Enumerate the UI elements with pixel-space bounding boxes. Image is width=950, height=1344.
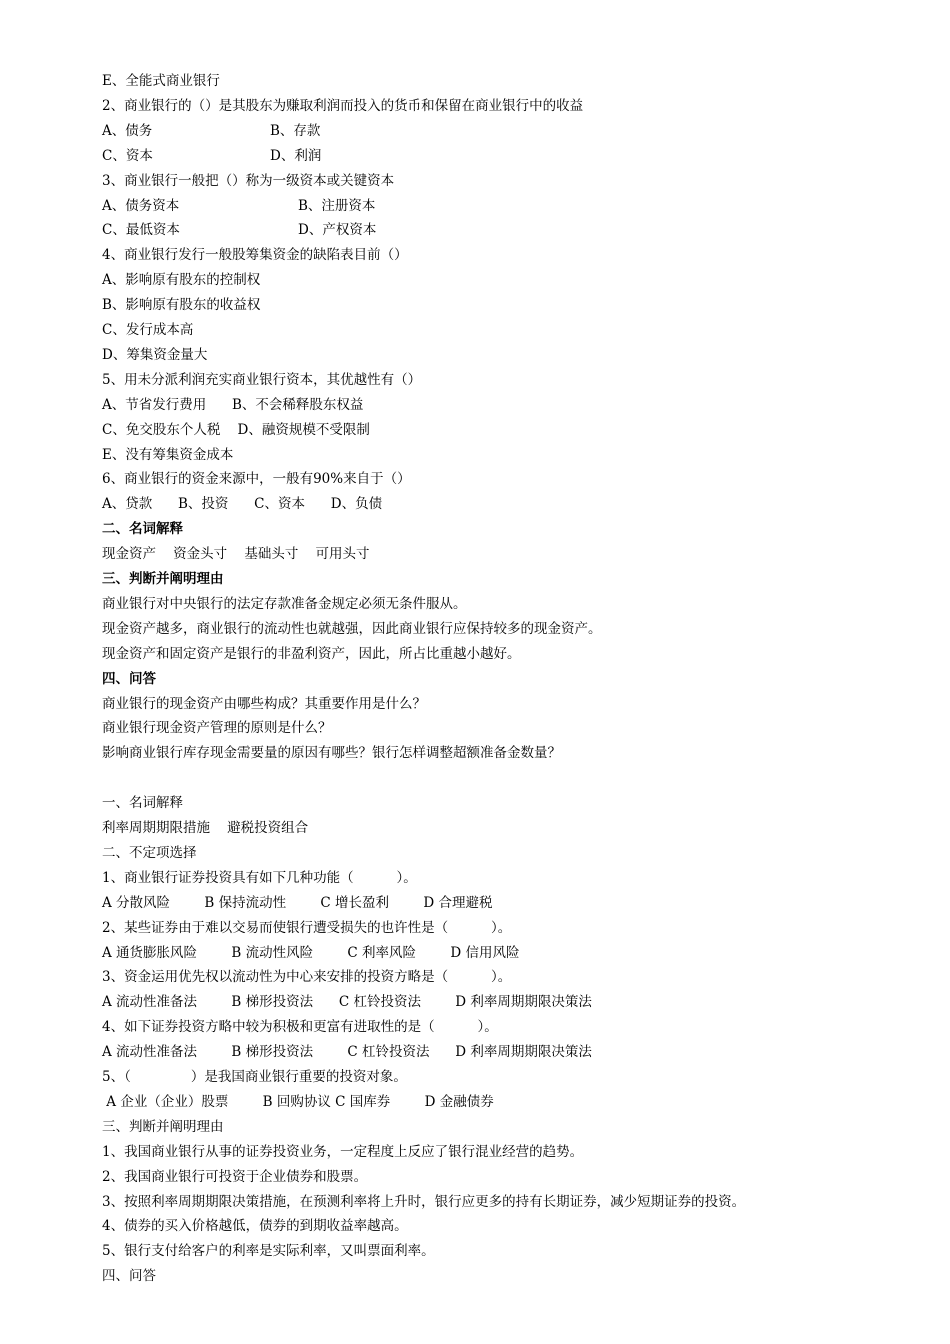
text-line: 一、名词解释	[102, 795, 183, 812]
text-line: 2、商业银行的（）是其股东为赚取利润而投入的货币和保留在商业银行中的收益	[102, 97, 584, 114]
text-line: 5、用未分派利润充实商业银行资本，其优越性有（）	[102, 371, 422, 388]
text-line: 商业银行对中央银行的法定存款准备金规定必须无条件服从。	[102, 595, 467, 612]
text-line: 现金资产越多，商业银行的流动性也就越强，因此商业银行应保持较多的现金资产。	[102, 620, 602, 637]
text-line: A 流动性准备法 B 梯形投资法 C 杠铃投资法 D 利率周期期限决策法	[102, 1044, 592, 1061]
text-line: 影响商业银行库存现金需要量的原因有哪些？银行怎样调整超额准备金数量？	[102, 745, 561, 762]
text-line: 4、如下证券投资方略中较为积极和更富有进取性的是（ ）。	[102, 1019, 498, 1036]
text-line: A 分散风险 B 保持流动性 C 增长盈利 D 合理避税	[102, 894, 493, 911]
text-line: C、发行成本高	[102, 322, 194, 338]
option-right: D、利润	[270, 147, 322, 164]
text-line: 现金资产 资金头寸 基础头寸 可用头寸	[102, 546, 370, 563]
text-line: 现金资产和固定资产是银行的非盈利资产，因此，所占比重越小越好。	[102, 645, 521, 662]
option-right: D、产权资本	[298, 222, 377, 239]
text-line: A、节省发行费用 B、不会稀释股东权益	[102, 396, 364, 413]
text-line: A、影响原有股东的控制权	[102, 272, 261, 289]
text-line: 5、（ ）是我国商业银行重要的投资对象。	[102, 1069, 407, 1085]
text-line: 二、不定项选择	[102, 844, 197, 861]
text-line: A 企业（企业）股票 B 回购协议 C 国库券 D 金融债券	[102, 1093, 494, 1110]
text-line: E、全能式商业银行	[102, 73, 220, 89]
text-line: 5、银行支付给客户的利率是实际利率，又叫票面利率。	[102, 1243, 435, 1260]
text-line: 1、商业银行证券投资具有如下几种功能（ ）。	[102, 869, 417, 886]
option-left: C、资本	[102, 147, 153, 164]
text-line: 商业银行的现金资产由哪些构成？其重要作用是什么？	[102, 695, 426, 712]
text-line: C、免交股东个人税 D、融资规模不受限制	[102, 421, 370, 438]
text-line: 3、资金运用优先权以流动性为中心来安排的投资方略是（ ）。	[102, 969, 512, 986]
option-left: A、债务	[102, 122, 153, 139]
text-line: 6、商业银行的资金来源中，一般有90%来自于（）	[102, 471, 411, 488]
text-line: 1、我国商业银行从事的证券投资业务，一定程度上反应了银行混业经营的趋势。	[102, 1143, 584, 1160]
text-line	[102, 147, 322, 165]
text-line	[102, 122, 321, 140]
option-right: B、存款	[270, 122, 321, 139]
section-heading: 四、问答	[102, 670, 156, 687]
text-line: 商业银行现金资产管理的原则是什么？	[102, 720, 332, 737]
text-line: A 流动性准备法 B 梯形投资法 C 杠铃投资法 D 利率周期期限决策法	[102, 994, 592, 1011]
text-line: 4、商业银行发行一般股筹集资金的缺陷表目前（）	[102, 247, 408, 264]
section-heading: 二、名词解释	[102, 521, 183, 538]
option-right: B、注册资本	[298, 197, 376, 214]
text-line: 四、问答	[102, 1268, 156, 1285]
text-line: 利率周期期限措施 避税投资组合	[102, 820, 309, 836]
text-line: A 通货膨胀风险 B 流动性风险 C 利率风险 D 信用风险	[102, 944, 520, 961]
text-line	[102, 197, 376, 215]
text-line: 4、债券的买入价格越低，债券的到期收益率越高。	[102, 1218, 408, 1235]
text-line: 3、商业银行一般把（）称为一级资本或关键资本	[102, 172, 395, 189]
text-line: D、筹集资金量大	[102, 346, 208, 363]
text-line: A、贷款 B、投资 C、资本 D、负债	[102, 496, 383, 513]
text-line: 2、某些证券由于难以交易而使银行遭受损失的也许性是（ ）。	[102, 919, 512, 936]
text-line: B、影响原有股东的收益权	[102, 297, 261, 314]
text-line: 三、判断并阐明理由	[102, 1118, 224, 1135]
text-line: E、没有筹集资金成本	[102, 446, 234, 463]
section-heading: 三、判断并阐明理由	[102, 571, 224, 587]
text-line: 2、我国商业银行可投资于企业债券和股票。	[102, 1168, 368, 1185]
text-line	[102, 221, 377, 239]
text-line: 3、按照利率周期期限决策措施，在预测利率将上升时，银行应更多的持有长期证券，减少短期证券的投资。	[102, 1193, 746, 1210]
option-left: C、最低资本	[102, 222, 180, 239]
option-left: A、债务资本	[102, 197, 180, 214]
